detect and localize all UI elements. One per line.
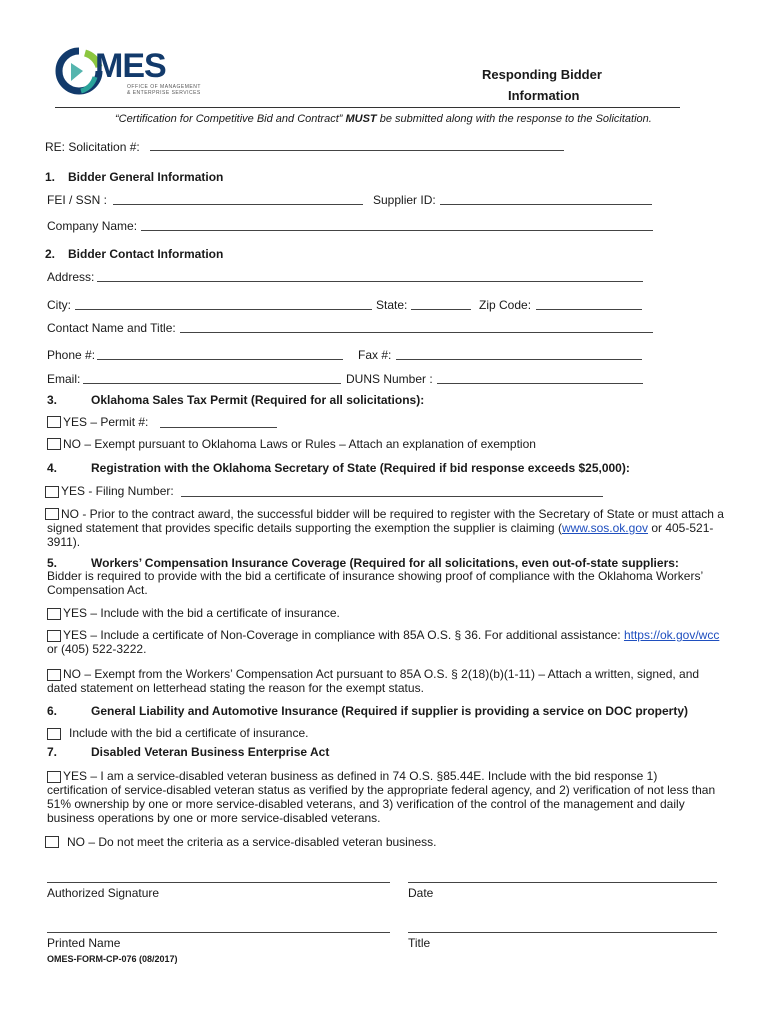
permit-field[interactable] [160,427,277,428]
s4-no-line2 [47,521,713,535]
printed-name-field[interactable] [47,932,390,933]
cert-note-pre: “Certification for Competitive Bid and Contract” [115,113,346,125]
section-7-num: 7. [47,745,58,759]
s3-yes-label: YES – Permit #: [63,415,149,429]
filing-number-field[interactable] [181,496,603,497]
s6-checkbox[interactable] [47,728,61,740]
section-6-title: General Liability and Automotive Insurance (Required if supplier is providing a service on DOC property) [91,704,689,718]
fei-field[interactable] [113,204,363,205]
phone-field[interactable] [97,359,343,360]
section-4-num: 4. [47,461,58,475]
s5-no-line2: dated statement on letterhead stating the reason for the exempt status. [47,681,424,695]
printed-name-label: Printed Name [47,936,121,950]
state-field[interactable] [411,309,471,310]
s7-yes-line3: 51% ownership by one or more service-disabled veterans, and 3) verification of the control of the management and daily [47,797,685,811]
cert-note-post: be submitted along with the response to the Solicitation. [376,113,652,125]
fax-field[interactable] [396,359,642,360]
section-1-num: 1. [45,170,56,184]
fei-label: FEI / SSN : [47,193,108,207]
s7-no-checkbox[interactable] [45,836,59,848]
solicitation-label: RE: Solicitation #: [45,140,140,154]
duns-field[interactable] [437,383,643,384]
s4-yes-label: YES - Filing Number: [61,484,174,498]
s5-yes2-pre: YES – Include a certificate of Non-Coverage in compliance with 85A O.S. § 36. For additional assistance: [63,628,624,642]
company-label: Company Name: [47,219,138,233]
contact-field[interactable] [180,332,653,333]
s5-yes2-line1 [63,628,719,642]
header-rule [55,107,680,108]
s7-yes-line2: certification of service-disabled veteran status as verified by the appropriate federal agency, and 2) verification of not less than [47,783,716,797]
title-label: Title [408,936,431,950]
zip-label: Zip Code: [479,298,532,312]
s4-yes-checkbox[interactable] [45,486,59,498]
s3-yes-checkbox[interactable] [47,416,61,428]
logo-word: MES [95,47,166,85]
s4-no-line1: NO - Prior to the contract award, the successful bidder will be required to register with the Secretary of State or must attach a [61,507,724,521]
logo-sub-2: & ENTERPRISE SERVICES [127,90,201,96]
city-label: City: [47,298,71,312]
duns-label: DUNS Number : [346,372,433,386]
s5-no-checkbox[interactable] [47,669,61,681]
company-field[interactable] [141,230,653,231]
s4-no-checkbox[interactable] [45,508,59,520]
s3-no-checkbox[interactable] [47,438,61,450]
certification-note [115,113,652,125]
s7-no-label: NO – Do not meet the criteria as a service-disabled veteran business. [67,835,437,849]
sos-link[interactable]: www.sos.ok.gov [561,521,648,535]
address-label: Address: [47,270,95,284]
supplier-id-field[interactable] [440,204,652,205]
omes-logo [55,45,201,100]
state-label: State: [376,298,408,312]
page-title-line1: Responding Bidder [482,67,602,82]
zip-field[interactable] [536,309,642,310]
contact-label: Contact Name and Title: [47,321,176,335]
section-2-num: 2. [45,247,56,261]
s6-item-label: Include with the bid a certificate of insurance. [69,726,309,740]
section-3-num: 3. [47,393,58,407]
authorized-signature-field[interactable] [47,882,390,883]
s4-no-line2-post: or 405-521- [648,521,714,535]
s5-desc-line1: Bidder is required to provide with the bid a certificate of insurance showing proof of compliance with the Oklahoma Workers’ [47,569,704,583]
form-id: OMES-FORM-CP-076 (08/2017) [47,954,178,964]
cert-note-must: MUST [345,113,377,125]
s7-yes-checkbox[interactable] [47,771,61,783]
title-field[interactable] [408,932,717,933]
section-2-title: Bidder Contact Information [68,247,224,261]
supplier-id-label: Supplier ID: [373,193,436,207]
s7-yes-line1: YES – I am a service-disabled veteran business as defined in 74 O.S. §85.44E. Include with the bid response 1) [63,769,658,783]
section-3-title: Oklahoma Sales Tax Permit (Required for all solicitations): [91,393,425,407]
wcc-link[interactable]: https://ok.gov/wcc [623,628,720,642]
email-field[interactable] [83,383,341,384]
s5-desc-line2: Compensation Act. [47,583,148,597]
section-5-title: Workers’ Compensation Insurance Coverage (Required for all solicitations, even out-of-state suppliers: [91,556,679,570]
authorized-signature-label: Authorized Signature [47,886,160,900]
s5-no-line1: NO – Exempt from the Workers’ Compensation Act pursuant to 85A O.S. § 2(18)(b)(1-11) – Attach a written, signed, and [63,667,700,681]
s7-yes-line4: business operations by one or more service-disabled veterans. [47,811,381,825]
date-field[interactable] [408,882,717,883]
section-4-title: Registration with the Oklahoma Secretary of State (Required if bid response exceeds $25,000): [91,461,630,475]
s5-yes1-checkbox[interactable] [47,608,61,620]
city-field[interactable] [75,309,372,310]
s3-no-label: NO – Exempt pursuant to Oklahoma Laws or Rules – Attach an explanation of exemption [63,437,536,451]
s4-no-line3: 3911). [47,535,81,549]
s5-yes2-checkbox[interactable] [47,630,61,642]
section-7-title: Disabled Veteran Business Enterprise Act [91,745,330,759]
s4-no-line2-pre: signed statement that provides specific details supporting the exemption the supplier is claiming ( [47,521,562,535]
section-1-title: Bidder General Information [68,170,224,184]
s5-yes2-line2: or (405) 522-3222. [47,642,147,656]
phone-label: Phone #: [47,348,96,362]
s5-yes1-label: YES – Include with the bid a certificate of insurance. [63,606,340,620]
page-title-line2: Information [508,88,580,103]
address-field[interactable] [97,281,643,282]
section-5-num: 5. [47,556,58,570]
solicitation-field[interactable] [150,150,564,151]
logo-sub-1: OFFICE OF MANAGEMENT [127,84,201,90]
fax-label: Fax #: [358,348,392,362]
section-6-num: 6. [47,704,58,718]
date-label: Date [408,886,434,900]
email-label: Email: [47,372,81,386]
